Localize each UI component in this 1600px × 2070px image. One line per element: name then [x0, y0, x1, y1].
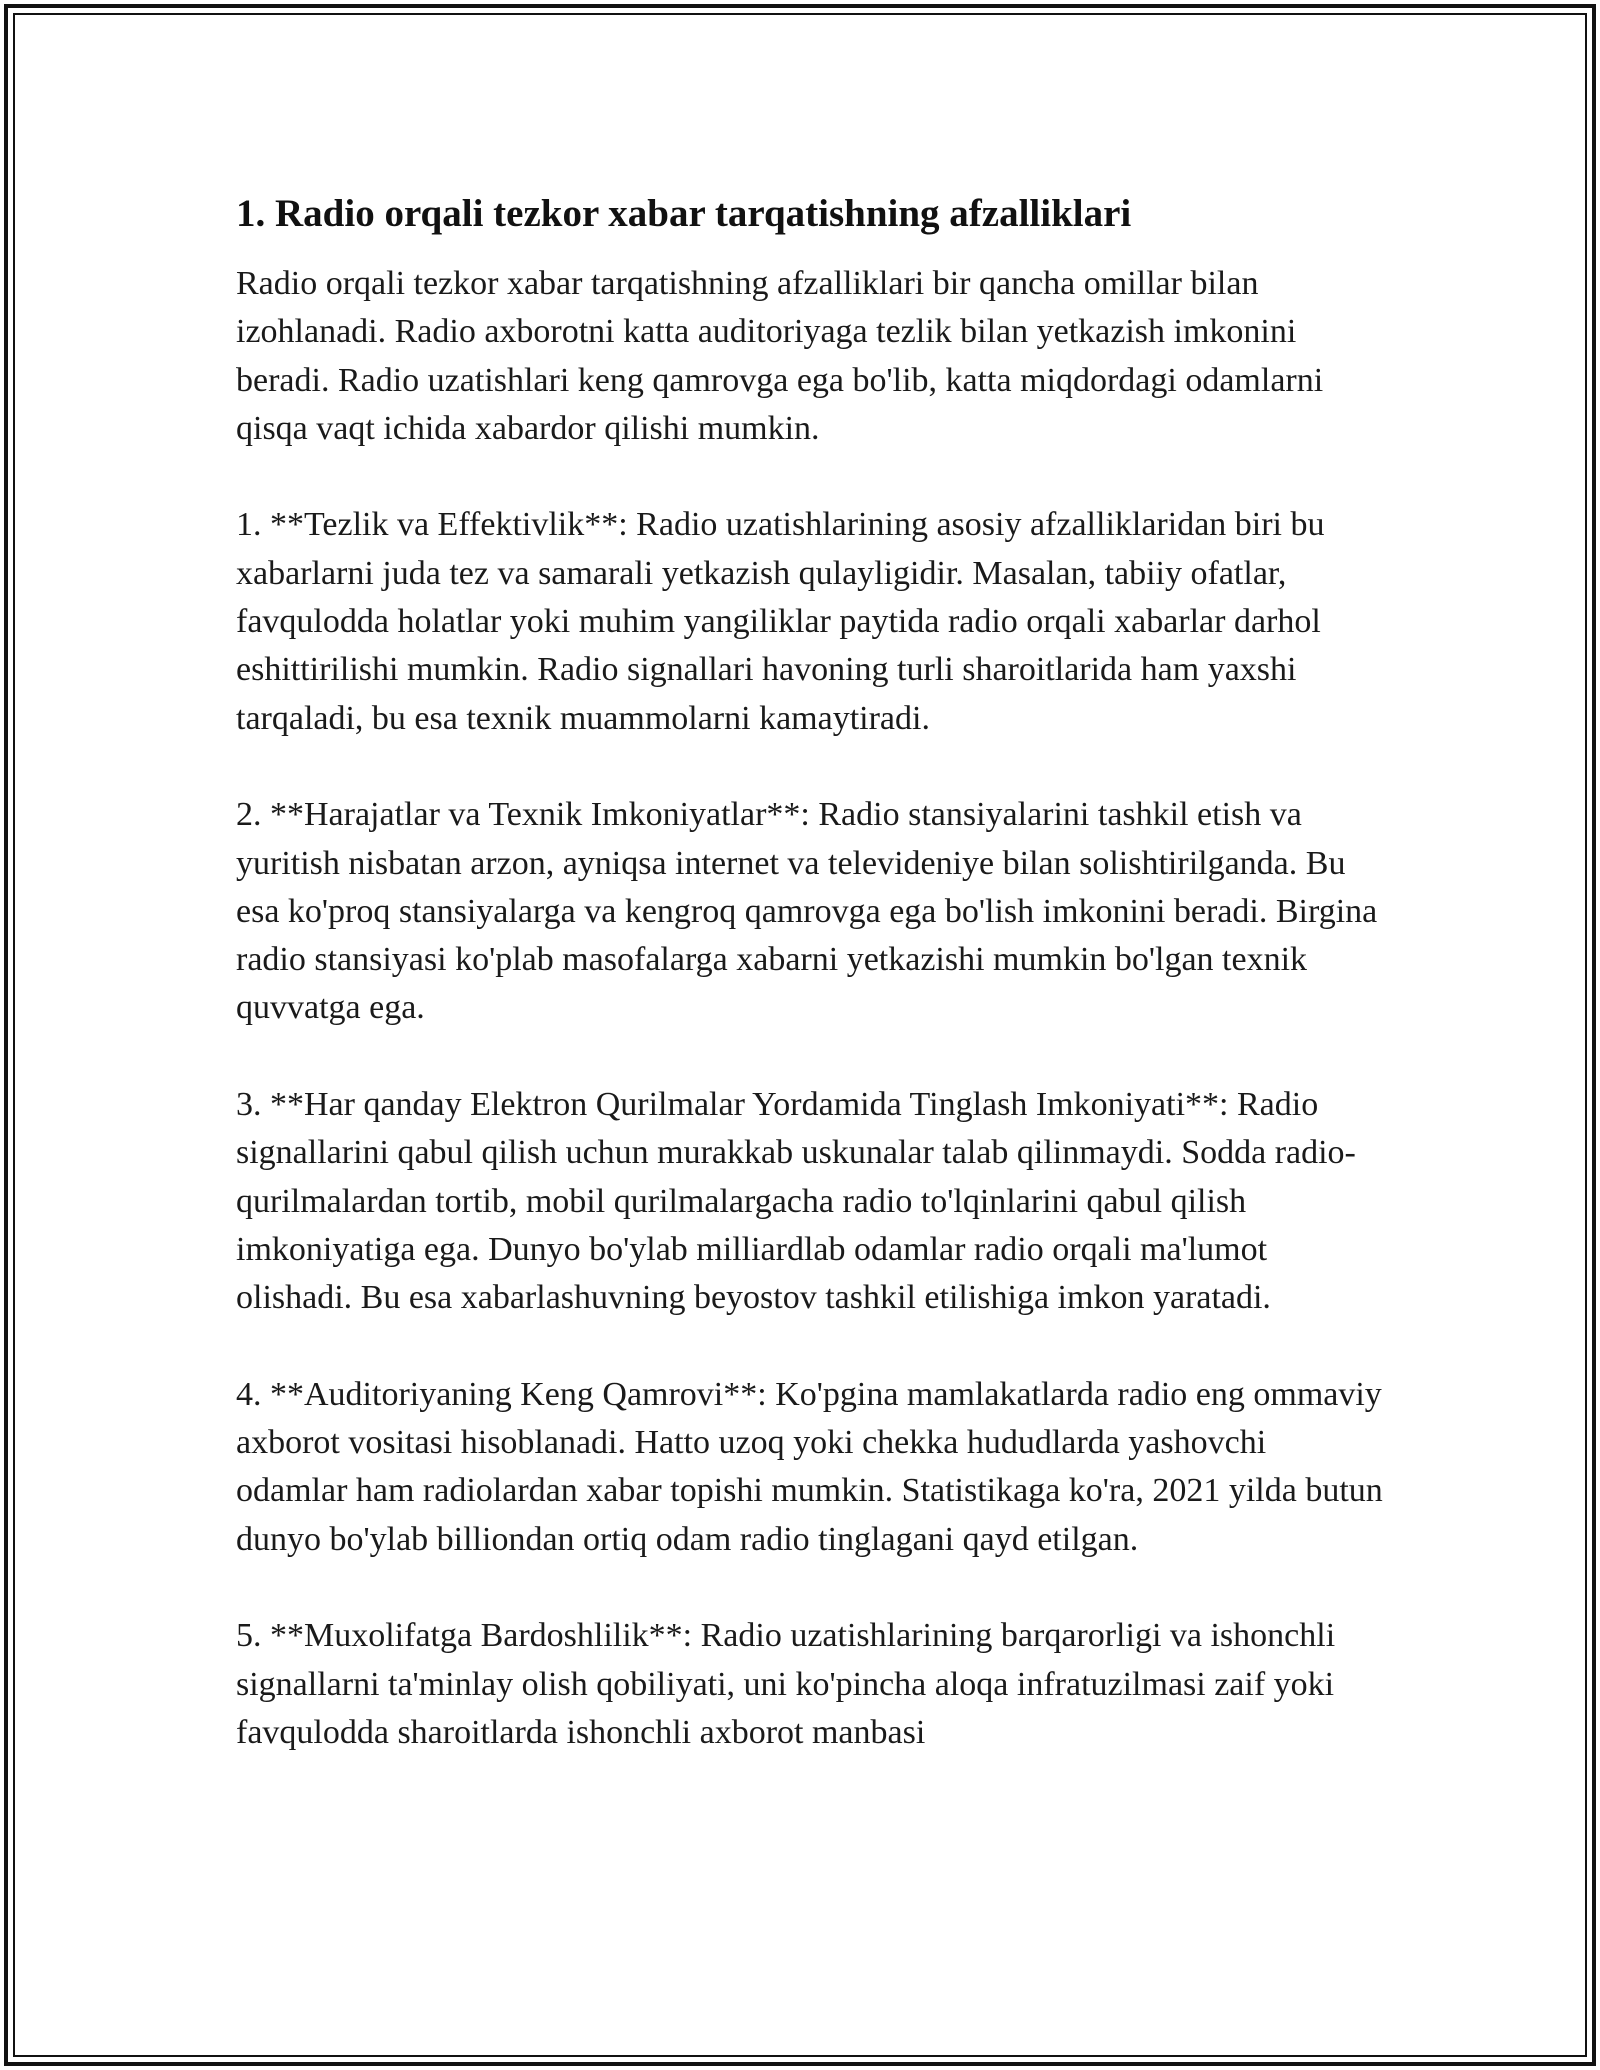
document-title: 1. Radio orqali tezkor xabar tarqatishning afzalliklari — [236, 192, 1132, 235]
document-body — [236, 186, 1386, 1757]
point-4-paragraph: 4. **Auditoriyaning Keng Qamrovi**: Ko'pgina mamlakatlarda radio eng ommaviy axborot vositasi hisoblanadi. Hatto uzoq yoki chekka hududlarda yashovchi odamlar ham radiolardan xabar topishi mumkin. Statistikaga ko'ra, 2021 yilda butun dunyo bo'ylab billiondan ortiq odam radio tinglagani qayd etilgan. — [236, 1375, 1383, 1558]
point-3-paragraph: 3. **Har qanday Elektron Qurilmalar Yordamida Tinglash Imkoniyati**: Radio signallarini qabul qilish uchun murakkab uskunalar talab qilinmaydi. Sodda radio-qurilmalardan tortib, mobil qurilmalargacha radio to'lqinlarini qabul qilish imkoniyatiga ega. Dunyo bo'ylab milliardlab odamlar radio orqali ma'lumot olishadi. Bu esa xabarlashuvning beyostov tashkil etilishiga imkon yaratadi. — [236, 1086, 1356, 1317]
point-5-paragraph: 5. **Muxolifatga Bardoshlilik**: Radio uzatishlarining barqarorligi va ishonchli signallarni ta'minlay olish qobiliyati, uni ko'pincha aloqa infratuzilmasi zaif yoki favqulodda sharoitlarda ishonchli axborot manbasi — [236, 1617, 1336, 1751]
point-1-paragraph: 1. **Tezlik va Effektivlik**: Radio uzatishlarining asosiy afzalliklaridan biri bu xabarlarni juda tez va samarali yetkazish qulayligidir. Masalan, tabiiy ofatlar, favqulodda holatlar yoki muhim yangiliklar paytida radio orqali xabarlar darhol eshittirilishi mumkin. Radio signallari havoning turli sharoitlarida ham yaxshi tarqaladi, bu esa texnik muammolarni kamaytiradi. — [236, 506, 1325, 737]
point-2-paragraph: 2. **Harajatlar va Texnik Imkoniyatlar**: Radio stansiyalarini tashkil etish va yuritish nisbatan arzon, ayniqsa internet va televideniye bilan solishtirilganda. Bu esa ko'proq stansiyalarga va kengroq qamrovga ega bo'lish imkonini beradi. Birgina radio stansiyasi ko'plab masofalarga xabarni yetkazishi mumkin bo'lgan texnik quvvatga ega. — [236, 796, 1378, 1027]
intro-paragraph: Radio orqali tezkor xabar tarqatishning afzalliklari bir qancha omillar bilan izohlanadi. Radio axborotni katta auditoriyaga tezlik bilan yetkazish imkonini beradi. Radio uzatishlari keng qamrovga ega bo'lib, katta miqdordagi odamlarni qisqa vaqt ichida xabardor qilishi mumkin. — [236, 265, 1324, 447]
